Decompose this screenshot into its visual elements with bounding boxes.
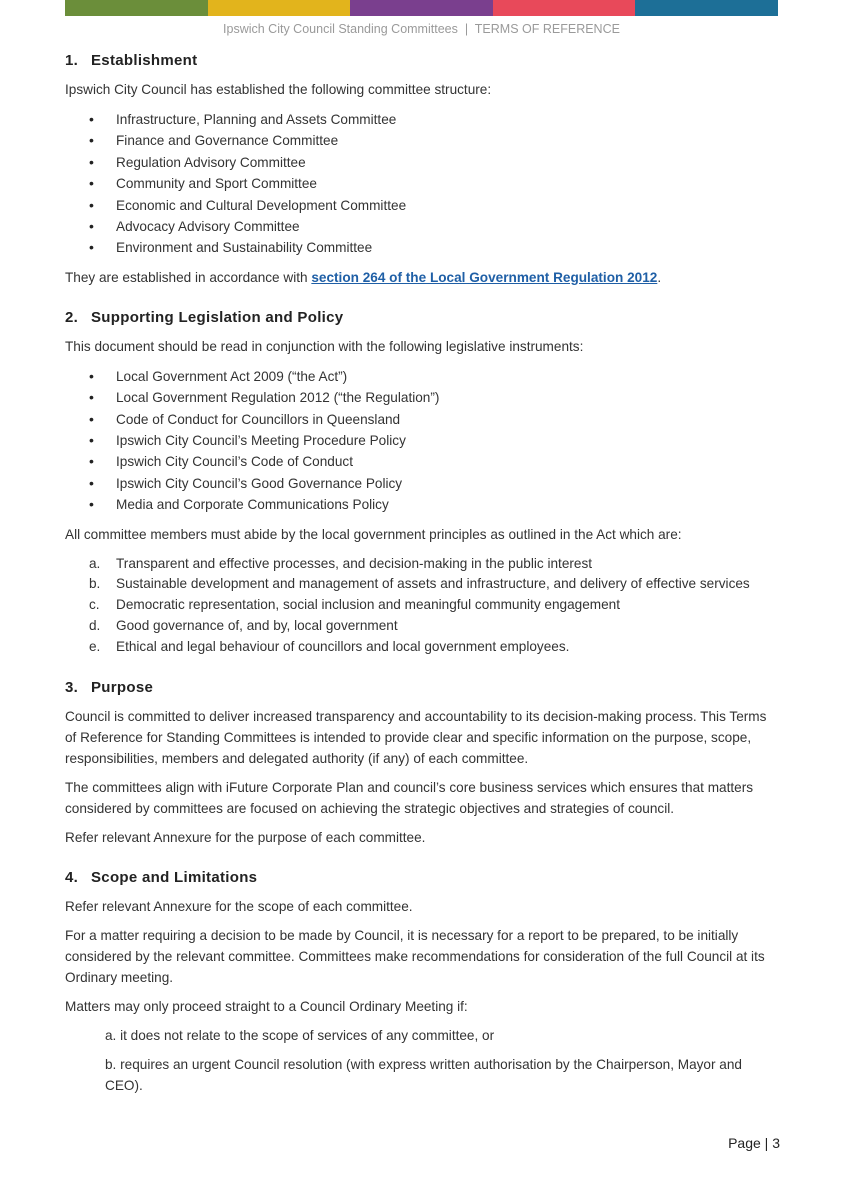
header-separator: | xyxy=(464,22,469,36)
list-marker: e. xyxy=(89,638,101,654)
list-item-text: Good governance of, and by, local government xyxy=(116,618,398,634)
list-item: • Infrastructure, Planning and Assets Committee xyxy=(65,109,780,130)
section-number: 2. xyxy=(65,308,79,326)
color-band-green xyxy=(65,0,208,16)
list-item-text: Ethical and legal behaviour of councillors and local government employees. xyxy=(116,638,570,654)
list-item: • Community and Sport Committee xyxy=(65,173,780,194)
scope-condition-b: b. requires an urgent Council resolution (with express written authorisation by the Chairperson, Mayor and CEO). xyxy=(105,1056,742,1093)
list-item: • Local Government Regulation 2012 (“the Regulation”) xyxy=(65,387,780,408)
section-title: Supporting Legislation and Policy xyxy=(91,308,344,326)
list-item-text: Democratic representation, social inclusion and meaningful community engagement xyxy=(116,597,620,613)
list-item: • Code of Conduct for Councillors in Queensland xyxy=(65,409,780,430)
list-item: • Finance and Governance Committee xyxy=(65,130,780,151)
list-item xyxy=(65,595,780,616)
running-header xyxy=(0,22,843,36)
color-band-purple xyxy=(350,0,493,16)
regulation-link[interactable]: section 264 of the Local Government Regulation 2012 xyxy=(311,269,658,285)
section-1-closing xyxy=(65,267,780,288)
scope-paragraph-1: Refer relevant Annexure for the scope of each committee. xyxy=(65,898,413,914)
list-item: • Ipswich City Council’s Good Governance Policy xyxy=(65,473,780,494)
document-body xyxy=(65,50,780,1096)
section-number: 4. xyxy=(65,868,79,886)
list-item: • Ipswich City Council’s Code of Conduct xyxy=(65,451,780,472)
section-1-intro: Ipswich City Council has established the following committee structure: xyxy=(65,82,492,97)
list-item xyxy=(65,574,780,595)
purpose-paragraph-1: Council is committed to deliver increased transparency and accountability to its decision-making process. This Terms of Reference for Standing Committees is intended to provide clear and specific information on the purpose, scope, responsibilities, members and delegated authority (if any) of each committee. xyxy=(65,708,767,766)
section-3-heading xyxy=(65,679,780,696)
list-item: • Media and Corporate Communications Policy xyxy=(65,494,780,515)
section-title: Scope and Limitations xyxy=(91,868,258,886)
list-marker: d. xyxy=(89,618,101,634)
section-number: 3. xyxy=(65,678,79,696)
list-item: • Environment and Sustainability Committee xyxy=(65,237,780,258)
list-marker: b. xyxy=(89,576,101,592)
principles-list xyxy=(65,554,780,658)
section-2-intro: This document should be read in conjunction with the following legislative instruments: xyxy=(65,338,584,354)
section-2-heading xyxy=(65,309,780,326)
page-number: Page | 3 xyxy=(728,1135,780,1151)
section-title: Establishment xyxy=(91,52,198,69)
section-1-heading xyxy=(65,52,780,69)
list-item xyxy=(65,554,780,575)
header-color-bar xyxy=(65,0,778,16)
list-item: • Advocacy Advisory Committee xyxy=(65,216,780,237)
list-item xyxy=(65,616,780,637)
list-item: • Ipswich City Council’s Meeting Procedure Policy xyxy=(65,430,780,451)
section-number: 1. xyxy=(65,52,79,69)
closing-text: They are established in accordance with xyxy=(65,269,312,285)
section-4-heading xyxy=(65,869,780,886)
legislation-list xyxy=(65,366,780,516)
committee-list xyxy=(65,109,780,259)
closing-period: . xyxy=(657,269,662,285)
scope-condition-a: a. it does not relate to the scope of services of any committee, or xyxy=(105,1027,495,1043)
header-subtitle: TERMS OF REFERENCE xyxy=(474,22,620,36)
section-title: Purpose xyxy=(91,678,154,696)
purpose-paragraph-2: The committees align with iFuture Corporate Plan and council’s core business services which ensures that matters considered by committees are focused on achieving the strategic objectives and strategies of council. xyxy=(65,779,754,816)
list-item: • Regulation Advisory Committee xyxy=(65,152,780,173)
list-marker: c. xyxy=(89,597,100,613)
list-item: • Local Government Act 2009 (“the Act”) xyxy=(65,366,780,387)
list-item xyxy=(65,637,780,658)
purpose-paragraph-3: Refer relevant Annexure for the purpose of each committee. xyxy=(65,829,426,845)
list-item-text: Sustainable development and management of assets and infrastructure, and delivery of effective services xyxy=(116,576,750,592)
list-item-text: Transparent and effective processes, and decision-making in the public interest xyxy=(116,555,593,571)
color-band-red xyxy=(493,0,636,16)
list-item: • Economic and Cultural Development Committee xyxy=(65,195,780,216)
color-band-yellow xyxy=(208,0,351,16)
header-title: Ipswich City Council Standing Committees xyxy=(223,22,458,36)
scope-paragraph-3: Matters may only proceed straight to a Council Ordinary Meeting if: xyxy=(65,998,468,1014)
scope-paragraph-2: For a matter requiring a decision to be made by Council, it is necessary for a report to be prepared, to be initially considered by the relevant committee. Committees make recommendations for consideration of the full Council at its Ordinary meeting. xyxy=(65,927,765,985)
color-band-blue xyxy=(635,0,778,16)
list-marker: a. xyxy=(89,555,101,571)
principles-intro: All committee members must abide by the local government principles as outlined in the Act which are: xyxy=(65,526,682,542)
